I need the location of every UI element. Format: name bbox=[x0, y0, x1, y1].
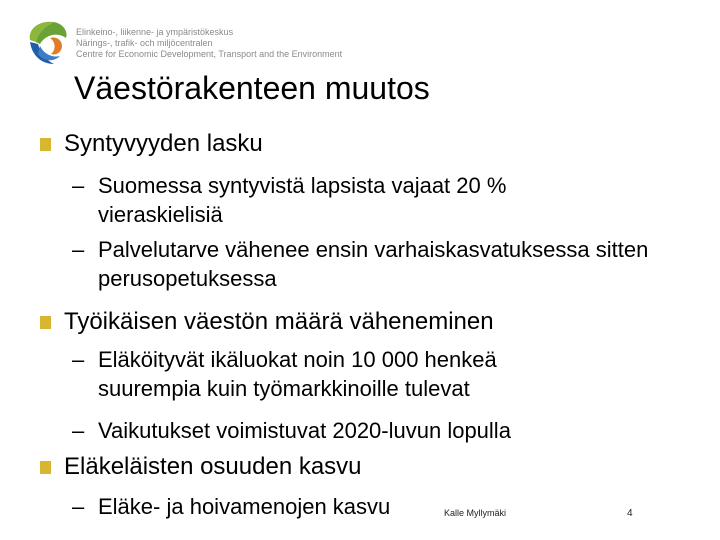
dash-bullet: – bbox=[72, 494, 85, 519]
page-number: 4 bbox=[627, 508, 633, 519]
bullet-text: Syntyvyyden lasku bbox=[64, 130, 263, 157]
bullet-level1 bbox=[64, 452, 362, 482]
bullet-level2 bbox=[72, 345, 692, 403]
dash-bullet: – bbox=[72, 418, 85, 443]
square-bullet-icon bbox=[40, 316, 51, 329]
square-bullet-icon bbox=[40, 138, 51, 151]
bullet-text: Eläköityvät ikäluokat noin 10 000 henkeä suurempia kuin työmarkkinoille tulevat bbox=[98, 347, 497, 401]
org-name-en: Centre for Economic Development, Transport and the Environment bbox=[76, 49, 343, 59]
bullet-level2 bbox=[72, 171, 692, 229]
bullet-text: Eläke- ja hoivamenojen kasvu bbox=[98, 494, 391, 519]
bullet-text: Palvelutarve vähenee ensin varhaiskasvatuksessa sitten perusopetuksessa bbox=[98, 237, 649, 291]
bullet-level1 bbox=[64, 307, 494, 337]
organization-name bbox=[76, 27, 343, 60]
dash-bullet: – bbox=[72, 173, 85, 198]
slide-title: Väestörakenteen muutos bbox=[74, 70, 430, 106]
footer-author: Kalle Myllymäki bbox=[444, 508, 507, 518]
org-name-fi: Elinkeino-, liikenne- ja ympäristökeskus bbox=[76, 27, 234, 37]
square-bullet-icon bbox=[40, 461, 51, 474]
bullet-level1 bbox=[64, 129, 263, 159]
dash-bullet: – bbox=[72, 237, 85, 262]
bullet-text: Vaikutukset voimistuvat 2020-luvun lopulla bbox=[98, 418, 511, 443]
bullet-level2 bbox=[72, 492, 452, 521]
ely-logo-icon bbox=[24, 18, 72, 68]
bullet-text: Eläkeläisten osuuden kasvu bbox=[64, 453, 362, 480]
bullet-text: Työikäisen väestön määrä väheneminen bbox=[64, 308, 494, 335]
bullet-level2 bbox=[72, 235, 692, 293]
bullet-level2 bbox=[72, 416, 692, 445]
bullet-text: Suomessa syntyvistä lapsista vajaat 20 % vieraskielisiä bbox=[98, 173, 507, 227]
dash-bullet: – bbox=[72, 347, 85, 372]
org-name-sv: Närings-, trafik- och miljöcentralen bbox=[76, 38, 213, 48]
